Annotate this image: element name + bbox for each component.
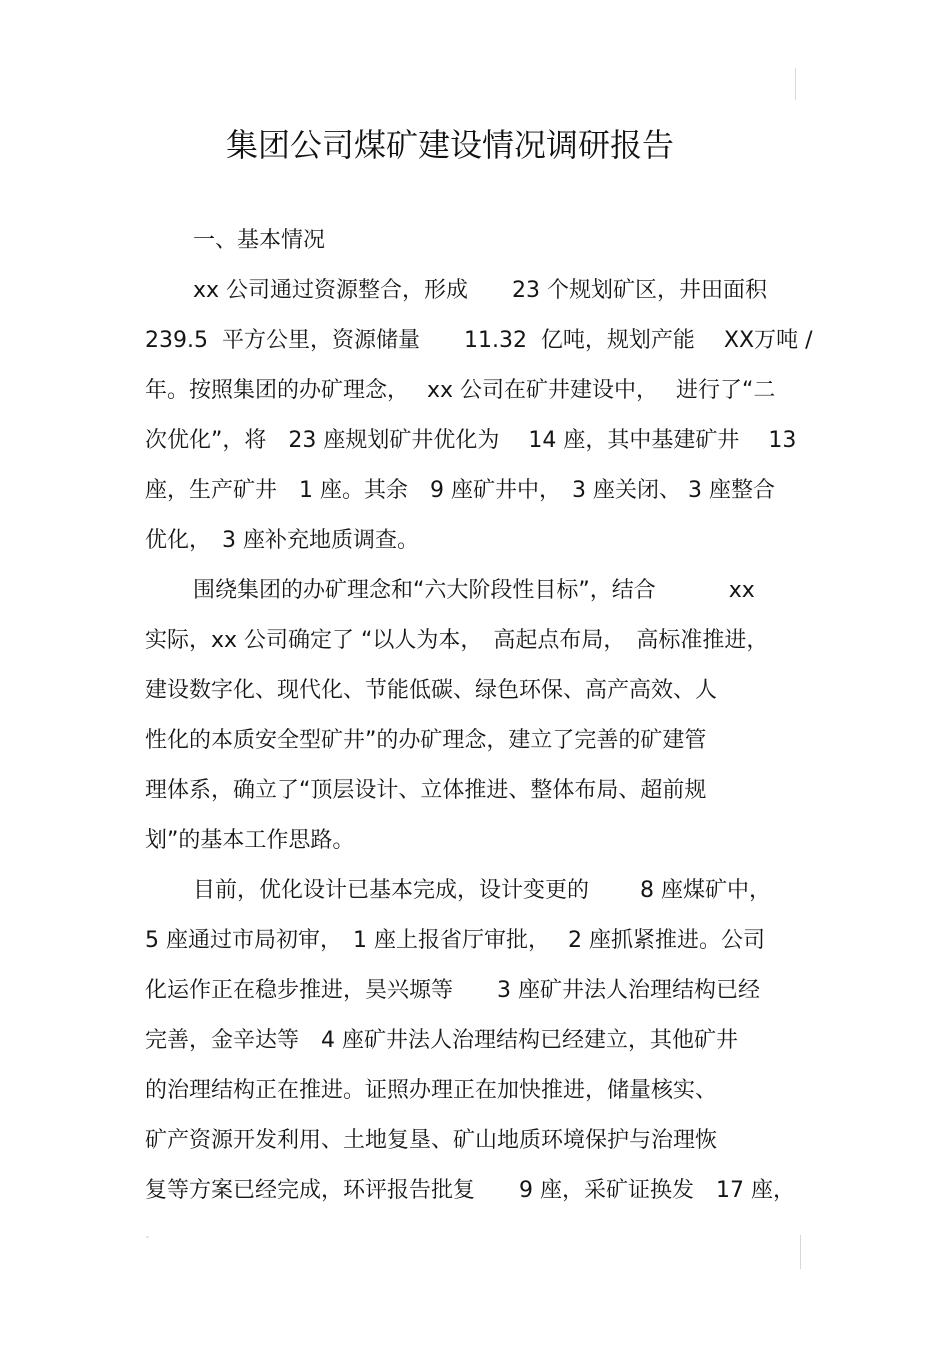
page-edge-mark — [800, 1235, 801, 1269]
paragraph-line: 239.5 平方公里，资源储量 11.32 亿吨，规划产能 XX万吨 / — [145, 328, 813, 353]
paragraph-line: 理体系，确立了“顶层设计、立体推进、整体布局、超前规 — [145, 778, 707, 803]
section-heading: 一、基本情况 — [193, 228, 326, 253]
paragraph-line: 性化的本质安全型矿井”的办矿理念，建立了完善的矿建管 — [145, 728, 707, 753]
paragraph-line: 矿产资源开发利用、土地复垦、矿山地质环境保护与治理恢 — [145, 1128, 718, 1153]
paragraph-line: 复等方案已经完成，环评报告批复 9 座，采矿证换发 17 座， — [145, 1178, 795, 1203]
page-edge-mark — [795, 68, 796, 100]
paragraph-line: 划”的基本工作思路。 — [145, 828, 355, 853]
document-title: 集团公司煤矿建设情况调研报告 — [225, 126, 674, 164]
paragraph-line: 实际，xx 公司确定了 “以人为本， 高起点布局， 高标准推进， — [145, 628, 769, 653]
paragraph-line: 完善，金辛达等 4 座矿井法人治理结构已经建立，其他矿井 — [145, 1028, 738, 1053]
paragraph-line: 5 座通过市局初审， 1 座上报省厅审批， 2 座抓紧推进。公司 — [145, 928, 765, 953]
paragraph-line: xx 公司通过资源整合，形成 23 个规划矿区，井田面积 — [193, 278, 768, 303]
paragraph-line: 次优化”，将 23 座规划矿井优化为 14 座，其中基建矿井 13 — [145, 428, 797, 453]
paragraph-line: 的治理结构正在推进。证照办理正在加快推进，储量核实、 — [145, 1078, 718, 1103]
paragraph-line: 建设数字化、现代化、节能低碳、绿色环保、高产高效、人 — [145, 678, 718, 703]
paragraph-line: 座，生产矿井 1 座。其余 9 座矿井中， 3 座关闭、 3 座整合 — [145, 478, 775, 503]
page-edge-mark — [146, 1236, 149, 1238]
paragraph-line: 目前，优化设计已基本完成，设计变更的 8 座煤矿中， — [193, 878, 771, 903]
paragraph-line: 围绕集团的办矿理念和“六大阶段性目标”，结合 xx — [193, 578, 755, 603]
paragraph-line: 化运作正在稳步推进，昊兴塬等 3 座矿井法人治理结构已经 — [145, 978, 760, 1003]
paragraph-line: 优化， 3 座补充地质调查。 — [145, 528, 419, 553]
paragraph-line: 年。按照集团的办矿理念， xx 公司在矿井建设中， 进行了“二 — [145, 378, 776, 403]
